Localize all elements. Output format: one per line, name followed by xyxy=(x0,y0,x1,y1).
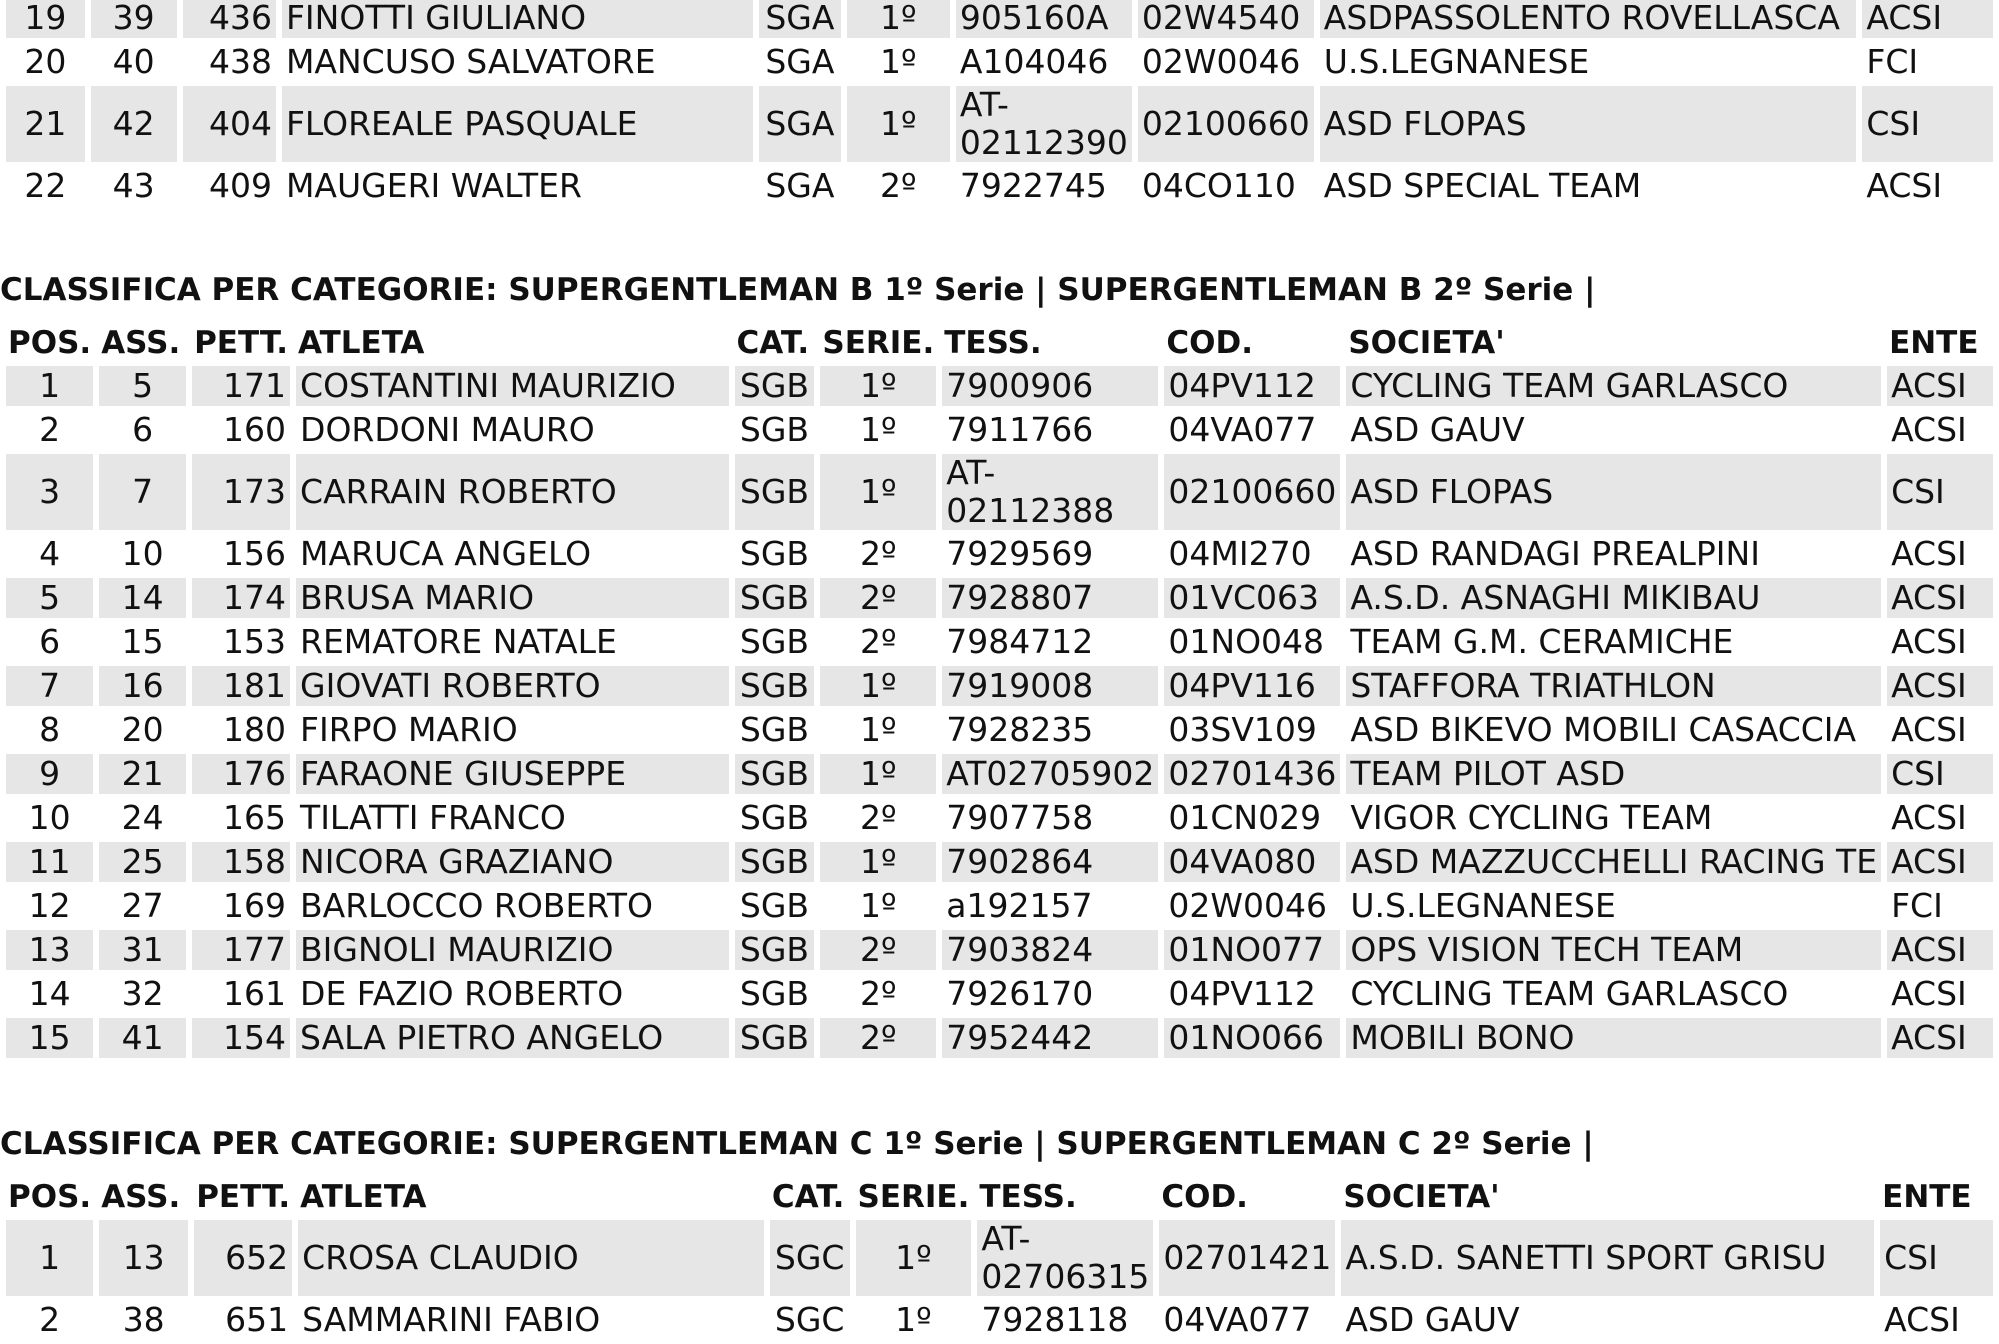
results-table-sgb xyxy=(0,320,1999,1062)
cell-cod: 02100660 xyxy=(1138,86,1314,162)
cell-pos: 5 xyxy=(6,578,93,618)
cell-ass: 41 xyxy=(99,1018,186,1058)
cell-cat: SGB xyxy=(739,886,810,925)
results-table-sgc xyxy=(0,1174,1999,1344)
cell-ente: CSI xyxy=(1887,454,1993,530)
cell-societa: A.S.D. SANETTI SPORT GRISU xyxy=(1341,1220,1874,1296)
cell-ente: ACSI xyxy=(1887,578,1993,618)
cell-tess: AT-02112390 xyxy=(956,86,1132,162)
cell-pos: 1 xyxy=(6,1220,93,1296)
header-row xyxy=(6,1178,1993,1216)
cell-pett: 169 xyxy=(223,886,287,925)
cell-ass: 7 xyxy=(99,454,186,530)
cell-ente: ACSI xyxy=(1891,622,1967,661)
cell-cod: 02701436 xyxy=(1164,754,1340,794)
cell-cod: 04CO110 xyxy=(1141,166,1296,205)
cell-pos: 13 xyxy=(6,930,93,970)
cell-serie: 1º xyxy=(820,754,936,794)
cell-atleta: MAUGERI WALTER xyxy=(285,166,582,205)
cell-pos: 22 xyxy=(24,166,67,205)
cell-cat: SGB xyxy=(735,1018,815,1058)
cell-pos: 11 xyxy=(6,842,93,882)
cell-pos: 20 xyxy=(24,42,67,81)
cell-ente: CSI xyxy=(1887,754,1993,794)
table-row xyxy=(6,1220,1993,1296)
col-header-tess: TESS. xyxy=(979,1179,1077,1215)
cell-cat: SGB xyxy=(739,410,810,449)
table-row xyxy=(6,454,1993,530)
cell-ass: 38 xyxy=(122,1300,165,1339)
cell-cod: 04VA080 xyxy=(1164,842,1340,882)
table-row xyxy=(6,366,1993,406)
col-header-serie: SERIE. xyxy=(822,325,935,361)
cell-pos: 2 xyxy=(39,1300,61,1339)
cell-cat: SGA xyxy=(765,42,835,81)
cell-pos: 12 xyxy=(28,886,71,925)
cell-pett: 171 xyxy=(192,366,290,406)
cell-cod: 01VC063 xyxy=(1164,578,1340,618)
cell-tess: 7928235 xyxy=(946,710,1094,749)
cell-pos: 4 xyxy=(39,534,61,573)
cell-serie: 2º xyxy=(860,974,897,1013)
cell-ente: ACSI xyxy=(1866,166,1943,205)
cell-serie: 1º xyxy=(820,454,936,530)
cell-atleta: BARLOCCO ROBERTO xyxy=(300,886,653,925)
cell-atleta: SALA PIETRO ANGELO xyxy=(296,1018,729,1058)
cell-pos: 9 xyxy=(6,754,93,794)
cell-tess: 7929569 xyxy=(946,534,1094,573)
cell-cat: SGC xyxy=(770,1220,850,1296)
cell-societa: ASD FLOPAS xyxy=(1346,454,1881,530)
cell-serie: 2º xyxy=(860,622,897,661)
cell-ass: 31 xyxy=(99,930,186,970)
table-row xyxy=(6,1018,1993,1058)
cell-atleta: MANCUSO SALVATORE xyxy=(285,42,656,81)
cell-pos: 8 xyxy=(39,710,61,749)
cell-serie: 1º xyxy=(860,710,897,749)
cell-pos: 10 xyxy=(28,798,71,837)
cell-atleta: GIOVATI ROBERTO xyxy=(296,666,729,706)
cell-cat: SGB xyxy=(739,710,810,749)
cell-tess: 7928807 xyxy=(942,578,1158,618)
cell-pett: 165 xyxy=(223,798,287,837)
cell-cat: SGB xyxy=(739,622,810,661)
cell-pos: 1 xyxy=(6,366,93,406)
table-row xyxy=(6,886,1993,926)
table-row xyxy=(6,798,1993,838)
cell-pett: 154 xyxy=(192,1018,290,1058)
cell-pett: 651 xyxy=(225,1300,289,1339)
cell-pett: 158 xyxy=(192,842,290,882)
cell-ente: CSI xyxy=(1880,1220,1993,1296)
table-row xyxy=(6,1300,1993,1340)
cell-serie: 1º xyxy=(820,666,936,706)
table-row xyxy=(6,578,1993,618)
cell-tess: 7928118 xyxy=(981,1300,1129,1339)
cell-pett: 404 xyxy=(183,86,276,162)
cell-societa: ASD FLOPAS xyxy=(1320,86,1857,162)
cell-ente: ACSI xyxy=(1891,974,1967,1013)
col-header-ass: ASS. xyxy=(101,1179,181,1215)
cell-ass: 6 xyxy=(132,410,154,449)
cell-cat: SGB xyxy=(735,578,815,618)
table-row xyxy=(6,166,1993,206)
table-row xyxy=(6,0,1993,38)
cell-serie: 1º xyxy=(879,42,917,81)
cell-cod: 02W0046 xyxy=(1168,886,1327,925)
cell-serie: 1º xyxy=(895,1300,932,1339)
cell-atleta: CARRAIN ROBERTO xyxy=(296,454,729,530)
col-header-atleta: ATLETA xyxy=(300,1179,427,1215)
cell-atleta: DORDONI MAURO xyxy=(300,410,595,449)
cell-cod: 04VA077 xyxy=(1168,410,1317,449)
cell-serie: 1º xyxy=(847,0,950,38)
cell-societa: A.S.D. ASNAGHI MIKIBAU xyxy=(1346,578,1881,618)
table-row xyxy=(6,930,1993,970)
col-header-ass: ASS. xyxy=(101,325,181,361)
cell-ass: 21 xyxy=(99,754,186,794)
cell-pos: 19 xyxy=(6,0,85,38)
cell-atleta: CROSA CLAUDIO xyxy=(298,1220,764,1296)
cell-tess: 905160A xyxy=(956,0,1132,38)
cell-pos: 15 xyxy=(6,1018,93,1058)
cell-cod: 01CN029 xyxy=(1168,798,1322,837)
table-row xyxy=(6,86,1993,162)
cell-atleta: FARAONE GIUSEPPE xyxy=(296,754,729,794)
cell-pett: 156 xyxy=(223,534,287,573)
cell-tess: 7907758 xyxy=(946,798,1094,837)
cell-ass: 16 xyxy=(99,666,186,706)
cell-pett: 160 xyxy=(223,410,287,449)
cell-tess: AT-02706315 xyxy=(977,1220,1153,1296)
cell-serie: 2º xyxy=(820,1018,936,1058)
cell-tess: a192157 xyxy=(946,886,1093,925)
cell-ass: 39 xyxy=(91,0,177,38)
table-row xyxy=(6,974,1993,1014)
cell-serie: 1º xyxy=(856,1220,972,1296)
cell-cod: 04PV112 xyxy=(1168,974,1316,1013)
table-row xyxy=(6,666,1993,706)
cell-societa: TEAM PILOT ASD xyxy=(1346,754,1881,794)
table-row xyxy=(6,754,1993,794)
col-header-cod: COD. xyxy=(1161,1179,1248,1215)
cell-societa: ASD RANDAGI PREALPINI xyxy=(1350,534,1760,573)
results-table-body xyxy=(6,366,1993,1058)
cell-pos: 3 xyxy=(6,454,93,530)
cell-pos: 14 xyxy=(28,974,71,1013)
cell-tess: 7900906 xyxy=(942,366,1158,406)
cell-pett: 174 xyxy=(192,578,290,618)
cell-tess: 7919008 xyxy=(942,666,1158,706)
cell-societa: OPS VISION TECH TEAM xyxy=(1346,930,1881,970)
cell-pett: 436 xyxy=(183,0,276,38)
col-header-pett: PETT. xyxy=(196,1179,291,1215)
col-header-pos: POS. xyxy=(8,325,92,361)
cell-pett: 652 xyxy=(194,1220,292,1296)
table-row xyxy=(6,534,1993,574)
cell-ente: ACSI xyxy=(1891,410,1967,449)
cell-serie: 1º xyxy=(820,366,936,406)
cell-cat: SGB xyxy=(739,798,810,837)
cell-pos: 2 xyxy=(39,410,61,449)
cell-cod: 01NO048 xyxy=(1168,622,1325,661)
col-header-tess: TESS. xyxy=(944,325,1042,361)
section-title-supergentleman-c: CLASSIFICA PER CATEGORIE: SUPERGENTLEMAN C 1º Serie | SUPERGENTLEMAN C 2º Serie | xyxy=(0,1126,1594,1162)
cell-serie: 2º xyxy=(820,578,936,618)
cell-pos: 7 xyxy=(6,666,93,706)
cell-ente: CSI xyxy=(1862,86,1993,162)
cell-cod: 04PV112 xyxy=(1164,366,1340,406)
table-row xyxy=(6,842,1993,882)
cell-pett: 176 xyxy=(192,754,290,794)
section-title-supergentleman-b: CLASSIFICA PER CATEGORIE: SUPERGENTLEMAN B 1º Serie | SUPERGENTLEMAN B 2º Serie | xyxy=(0,272,1596,308)
cell-tess: 7911766 xyxy=(946,410,1094,449)
cell-societa: ASD GAUV xyxy=(1350,410,1525,449)
cell-tess: AT-02112388 xyxy=(942,454,1158,530)
col-header-ente: ENTE xyxy=(1889,325,1979,361)
cell-tess: 7926170 xyxy=(946,974,1094,1013)
cell-pett: 173 xyxy=(192,454,290,530)
results-table-sga xyxy=(0,0,1999,210)
cell-cod: 02701421 xyxy=(1159,1220,1335,1296)
cell-ass: 14 xyxy=(99,578,186,618)
col-header-societa: SOCIETA' xyxy=(1343,1179,1500,1215)
cell-ente: FCI xyxy=(1891,886,1943,925)
col-header-pett: PETT. xyxy=(194,325,289,361)
cell-cat: SGB xyxy=(739,974,810,1013)
table-header xyxy=(6,324,1993,362)
cell-societa: U.S.LEGNANESE xyxy=(1350,886,1616,925)
cell-pett: 409 xyxy=(208,166,272,205)
table-row xyxy=(6,710,1993,750)
cell-cat: SGC xyxy=(774,1300,845,1339)
cell-tess: AT02705902 xyxy=(942,754,1158,794)
cell-societa: CYCLING TEAM GARLASCO xyxy=(1346,366,1881,406)
cell-serie: 2º xyxy=(820,930,936,970)
cell-ass: 32 xyxy=(121,974,164,1013)
cell-societa: MOBILI BONO xyxy=(1346,1018,1881,1058)
cell-atleta: DE FAZIO ROBERTO xyxy=(300,974,624,1013)
cell-atleta: BRUSA MARIO xyxy=(296,578,729,618)
results-table-body xyxy=(6,0,1993,206)
col-header-cat: CAT. xyxy=(771,1179,845,1215)
cell-tess: 7903824 xyxy=(942,930,1158,970)
cell-ente: ACSI xyxy=(1887,930,1993,970)
col-header-pos: POS. xyxy=(8,1179,92,1215)
cell-cat: SGB xyxy=(739,534,810,573)
cell-ente: ACSI xyxy=(1887,366,1993,406)
cell-ass: 40 xyxy=(112,42,155,81)
cell-ass: 5 xyxy=(99,366,186,406)
cell-pett: 177 xyxy=(192,930,290,970)
cell-cat: SGB xyxy=(735,842,815,882)
cell-pos: 21 xyxy=(6,86,85,162)
cell-atleta: FIRPO MARIO xyxy=(300,710,518,749)
cell-ass: 25 xyxy=(99,842,186,882)
cell-tess: 7984712 xyxy=(946,622,1094,661)
cell-ass: 27 xyxy=(121,886,164,925)
cell-pett: 438 xyxy=(208,42,272,81)
cell-societa: ASD MAZZUCCHELLI RACING TE xyxy=(1346,842,1881,882)
cell-cod: 04MI270 xyxy=(1168,534,1312,573)
col-header-cat: CAT. xyxy=(736,325,810,361)
cell-societa: STAFFORA TRIATHLON xyxy=(1346,666,1881,706)
cell-societa: CYCLING TEAM GARLASCO xyxy=(1350,974,1789,1013)
cell-cat: SGA xyxy=(759,0,840,38)
col-header-cod: COD. xyxy=(1166,325,1254,361)
cell-cat: SGA xyxy=(765,166,835,205)
cell-societa: ASD BIKEVO MOBILI CASACCIA xyxy=(1350,710,1857,749)
cell-serie: 1º xyxy=(860,410,897,449)
cell-pett: 180 xyxy=(223,710,287,749)
cell-societa: ASD GAUV xyxy=(1345,1300,1520,1339)
cell-atleta: FINOTTI GIULIANO xyxy=(282,0,753,38)
table-row xyxy=(6,622,1993,662)
cell-cat: SGB xyxy=(735,366,815,406)
table-row xyxy=(6,410,1993,450)
cell-ente: ACSI xyxy=(1891,534,1967,573)
cell-ass: 13 xyxy=(99,1220,188,1296)
cell-ente: ACSI xyxy=(1891,710,1967,749)
col-header-societa: SOCIETA' xyxy=(1348,325,1505,361)
cell-ass: 42 xyxy=(91,86,177,162)
cell-ente: ACSI xyxy=(1884,1300,1960,1339)
cell-atleta: BIGNOLI MAURIZIO xyxy=(296,930,729,970)
cell-cat: SGB xyxy=(735,754,815,794)
cell-serie: 2º xyxy=(860,798,897,837)
cell-societa: U.S.LEGNANESE xyxy=(1323,42,1590,81)
cell-atleta: SAMMARINI FABIO xyxy=(302,1300,601,1339)
cell-serie: 1º xyxy=(860,886,897,925)
table-row xyxy=(6,42,1993,82)
cell-ass: 15 xyxy=(121,622,164,661)
table-header xyxy=(6,1178,1993,1216)
results-table-body xyxy=(6,1220,1993,1340)
cell-cod: 04PV116 xyxy=(1164,666,1340,706)
col-header-ente: ENTE xyxy=(1882,1179,1972,1215)
cell-ass: 10 xyxy=(121,534,164,573)
cell-cod: 03SV109 xyxy=(1168,710,1317,749)
cell-serie: 2º xyxy=(860,534,897,573)
cell-serie: 1º xyxy=(820,842,936,882)
cell-atleta: REMATORE NATALE xyxy=(300,622,617,661)
cell-cat: SGB xyxy=(735,666,815,706)
cell-pos: 6 xyxy=(39,622,61,661)
cell-ente: FCI xyxy=(1866,42,1919,81)
cell-tess: 7902864 xyxy=(942,842,1158,882)
header-row xyxy=(6,324,1993,362)
cell-serie: 2º xyxy=(879,166,917,205)
cell-cat: SGB xyxy=(735,454,815,530)
cell-cod: 02W0046 xyxy=(1141,42,1301,81)
col-header-atleta: ATLETA xyxy=(298,325,425,361)
cell-ente: ACSI xyxy=(1887,842,1993,882)
cell-atleta: TILATTI FRANCO xyxy=(300,798,566,837)
cell-ass: 24 xyxy=(121,798,164,837)
cell-atleta: COSTANTINI MAURIZIO xyxy=(296,366,729,406)
cell-atleta: NICORA GRAZIANO xyxy=(296,842,729,882)
cell-societa: VIGOR CYCLING TEAM xyxy=(1350,798,1713,837)
cell-cod: 02W4540 xyxy=(1138,0,1314,38)
cell-societa: ASD SPECIAL TEAM xyxy=(1323,166,1642,205)
cell-atleta: FLOREALE PASQUALE xyxy=(282,86,753,162)
cell-pett: 161 xyxy=(223,974,287,1013)
cell-ass: 20 xyxy=(121,710,164,749)
cell-tess: 7952442 xyxy=(942,1018,1158,1058)
cell-ente: ACSI xyxy=(1862,0,1993,38)
cell-societa: ASDPASSOLENTO ROVELLASCA xyxy=(1320,0,1857,38)
cell-pett: 153 xyxy=(223,622,287,661)
col-header-serie: SERIE. xyxy=(857,1179,970,1215)
cell-ente: ACSI xyxy=(1891,798,1967,837)
cell-pett: 181 xyxy=(192,666,290,706)
cell-ente: ACSI xyxy=(1887,1018,1993,1058)
cell-atleta: MARUCA ANGELO xyxy=(300,534,592,573)
cell-societa: TEAM G.M. CERAMICHE xyxy=(1350,622,1734,661)
cell-tess: 7922745 xyxy=(959,166,1107,205)
cell-cod: 01NO077 xyxy=(1164,930,1340,970)
cell-ente: ACSI xyxy=(1887,666,1993,706)
cell-tess: A104046 xyxy=(959,42,1109,81)
cell-serie: 1º xyxy=(847,86,950,162)
cell-cod: 04VA077 xyxy=(1163,1300,1312,1339)
cell-cod: 02100660 xyxy=(1164,454,1340,530)
cell-cod: 01NO066 xyxy=(1164,1018,1340,1058)
cell-cat: SGB xyxy=(735,930,815,970)
cell-cat: SGA xyxy=(759,86,840,162)
cell-ass: 43 xyxy=(112,166,155,205)
